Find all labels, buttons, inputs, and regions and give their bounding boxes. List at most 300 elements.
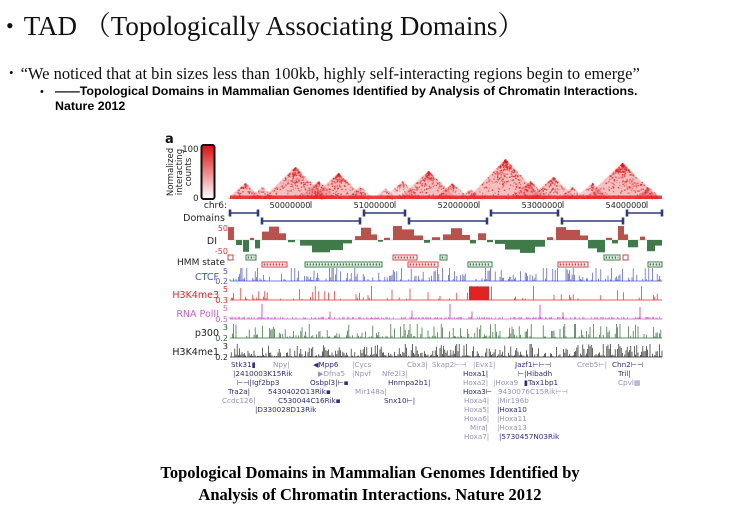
heatmap-speckle <box>492 174 493 175</box>
di-bar <box>262 232 269 240</box>
heatmap-speckle <box>330 184 331 185</box>
heatmap-speckle <box>619 170 620 171</box>
heatmap-speckle <box>437 183 438 184</box>
gene-label: |Mir196b <box>497 396 529 405</box>
heatmap-speckle <box>633 185 634 186</box>
heatmap-speckle <box>303 182 304 183</box>
heatmap-speckle <box>493 179 494 180</box>
heatmap-speckle <box>627 172 628 173</box>
heatmap-speckle <box>285 184 286 185</box>
heatmap-speckle <box>356 191 357 192</box>
heatmap-speckle <box>453 190 454 191</box>
gene-label: Hoxa4| <box>464 396 490 405</box>
heatmap-speckle <box>322 190 323 191</box>
heatmap-speckle <box>623 166 624 167</box>
heatmap-speckle <box>482 184 483 185</box>
di-bar <box>505 240 520 250</box>
heatmap-speckle <box>519 182 520 183</box>
heatmap-speckle <box>502 179 503 180</box>
heatmap-speckle <box>410 189 411 190</box>
heatmap-speckle <box>514 176 515 177</box>
heatmap-speckle <box>283 188 284 189</box>
heatmap-speckle <box>415 192 416 193</box>
h3k4me3-block <box>469 286 489 300</box>
heatmap-speckle <box>339 179 340 180</box>
heatmap-speckle <box>640 190 641 191</box>
heatmap-speckle <box>262 191 263 192</box>
heatmap-speckle <box>290 172 291 173</box>
heatmap-speckle <box>270 193 271 194</box>
heatmap-speckle <box>488 190 489 191</box>
heatmap-speckle <box>317 182 318 183</box>
heatmap-speckle <box>636 185 637 186</box>
heatmap-speckle <box>623 171 624 172</box>
heatmap-speckle <box>591 185 592 186</box>
track-label: DI <box>206 236 217 247</box>
heatmap-speckle <box>603 187 604 188</box>
heatmap-speckle <box>533 189 534 190</box>
heatmap-speckle <box>441 189 442 190</box>
heatmap-speckle <box>288 180 289 181</box>
heatmap-speckle <box>638 190 639 191</box>
heatmap-speckle <box>520 190 521 191</box>
heatmap-speckle <box>320 191 321 192</box>
track-label: 0.2 <box>215 353 228 362</box>
heatmap-speckle <box>414 194 415 195</box>
di-bar <box>250 238 254 240</box>
heatmap-speckle <box>518 183 519 184</box>
heatmap-speckle <box>249 188 250 189</box>
heatmap-speckle <box>437 190 438 191</box>
heatmap-speckle <box>317 192 318 193</box>
heatmap-speckle <box>550 180 551 181</box>
heatmap-speckle <box>498 166 499 167</box>
heatmap-speckle <box>532 191 533 192</box>
gene-label: |Evx1| <box>473 360 496 369</box>
heatmap-speckle <box>502 170 503 171</box>
heatmap-speckle <box>318 183 319 184</box>
heatmap-speckle <box>613 187 614 188</box>
heatmap-speckle <box>260 194 261 195</box>
heatmap-speckle <box>498 194 499 195</box>
heatmap-speckle <box>458 193 459 194</box>
heatmap-speckle <box>627 187 628 188</box>
heatmap-speckle <box>506 166 507 167</box>
heatmap-speckle <box>335 186 336 187</box>
heatmap-speckle <box>316 186 317 187</box>
heatmap-speckle <box>504 176 505 177</box>
heatmap-speckle <box>622 182 623 183</box>
heatmap-speckle <box>326 193 327 194</box>
heatmap-speckle <box>404 186 405 187</box>
heatmap-speckle <box>264 193 265 194</box>
track-label: 3 <box>222 342 228 351</box>
heatmap-speckle <box>496 181 497 182</box>
heatmap-speckle <box>439 184 440 185</box>
heatmap-speckle <box>399 191 400 192</box>
heatmap-speckle <box>588 188 589 189</box>
heatmap-speckle <box>240 193 241 194</box>
heatmap-speckle <box>596 189 597 190</box>
heatmap-speckle <box>619 182 620 183</box>
heatmap-speckle <box>434 184 435 185</box>
heatmap-speckle <box>504 173 505 174</box>
heatmap-speckle <box>621 178 622 179</box>
di-bar <box>478 233 486 240</box>
heatmap-speckle <box>307 190 308 191</box>
di-bar <box>414 236 423 241</box>
heatmap-speckle <box>611 188 612 189</box>
heatmap-speckle <box>363 192 364 193</box>
heatmap-speckle <box>501 166 502 167</box>
genome-tracks-svg <box>163 131 708 457</box>
heatmap-speckle <box>248 191 249 192</box>
heatmap-speckle <box>319 185 320 186</box>
heatmap-speckle <box>560 185 561 186</box>
di-bar <box>628 240 638 247</box>
heatmap-speckle <box>297 185 298 186</box>
heatmap-speckle <box>592 184 593 185</box>
heatmap-speckle <box>307 188 308 189</box>
heatmap-speckle <box>334 188 335 189</box>
domain-boundary-marker <box>359 218 362 225</box>
heatmap-speckle <box>439 194 440 195</box>
heatmap-speckle <box>450 187 451 188</box>
heatmap-speckle <box>632 173 633 174</box>
heatmap-speckle <box>644 193 645 194</box>
heatmap-speckle <box>557 188 558 189</box>
gene-label: Mir148a| <box>355 387 387 396</box>
heatmap-speckle <box>386 189 387 190</box>
di-bar <box>432 237 440 240</box>
heatmap-speckle <box>336 176 337 177</box>
heatmap-speckle <box>391 194 392 195</box>
heatmap-speckle <box>592 187 593 188</box>
heatmap-speckle <box>631 180 632 181</box>
domain-boundary-marker <box>486 218 489 225</box>
gene-label: Nfe2l3| <box>382 369 408 378</box>
heatmap-speckle <box>293 170 294 171</box>
heatmap-speckle <box>634 182 635 183</box>
heatmap-speckle <box>301 199 302 200</box>
heatmap-speckle <box>522 187 523 188</box>
heatmap-speckle <box>322 185 323 186</box>
heatmap-speckle <box>246 188 247 189</box>
heatmap-speckle <box>647 194 648 195</box>
heatmap-speckle <box>642 194 643 195</box>
heatmap-speckle <box>599 190 600 191</box>
heatmap-speckle <box>345 189 346 190</box>
heatmap-speckle <box>394 188 395 189</box>
heatmap-speckle <box>598 193 599 194</box>
track-label: 5 <box>222 304 228 313</box>
heatmap-speckle <box>624 183 625 184</box>
heatmap-speckle <box>432 183 433 184</box>
di-bar <box>451 228 462 240</box>
heatmap-speckle <box>391 193 392 194</box>
heatmap-speckle <box>399 187 400 188</box>
heatmap-speckle <box>383 191 384 192</box>
heatmap-speckle <box>348 193 349 194</box>
heatmap-speckle <box>514 172 515 173</box>
heatmap-speckle <box>633 190 634 191</box>
heatmap-speckle <box>609 178 610 179</box>
heatmap-speckle <box>507 194 508 195</box>
heatmap-speckle <box>241 188 242 189</box>
heatmap-speckle <box>336 185 337 186</box>
heatmap-speckle <box>624 166 625 167</box>
heatmap-speckle <box>535 190 536 191</box>
heatmap-speckle <box>312 188 313 189</box>
heatmap-speckle <box>405 184 406 185</box>
gene-label: |D330028D13Rik <box>255 405 317 414</box>
heatmap-speckle <box>349 184 350 185</box>
heatmap-speckle <box>645 191 646 192</box>
di-bar <box>624 234 628 240</box>
heatmap-speckle <box>515 178 516 179</box>
heatmap-speckle <box>443 188 444 189</box>
heatmap-speckle <box>298 180 299 181</box>
heatmap-speckle <box>470 189 471 190</box>
gene-label: Npy| <box>273 360 290 369</box>
heatmap-speckle <box>322 194 323 195</box>
heatmap-speckle <box>497 177 498 178</box>
heatmap-speckle <box>424 189 425 190</box>
heatmap-speckle <box>421 185 422 186</box>
heatmap-speckle <box>554 182 555 183</box>
heatmap-speckle <box>500 172 501 173</box>
heatmap-base-strip <box>230 196 662 200</box>
heatmap-speckle <box>422 179 423 180</box>
heatmap-speckle <box>557 193 558 194</box>
heatmap-speckle <box>630 174 631 175</box>
heatmap-speckle <box>445 190 446 191</box>
heatmap-speckle <box>554 191 555 192</box>
track-label: 50 <box>217 224 228 233</box>
heatmap-speckle <box>557 181 558 182</box>
heatmap-speckle <box>545 192 546 193</box>
heatmap-speckle <box>255 192 256 193</box>
di-bar <box>580 236 588 241</box>
heatmap-speckle <box>479 191 480 192</box>
heatmap-speckle <box>300 176 301 177</box>
heatmap-speckle <box>498 191 499 192</box>
heatmap-speckle <box>295 188 296 189</box>
domain-boundary-marker <box>363 210 366 217</box>
heatmap-speckle <box>294 180 295 181</box>
heatmap-speckle <box>261 190 262 191</box>
gene-label: Hoxa2| <box>463 378 489 387</box>
gene-label: Cpvl▦ <box>618 378 641 387</box>
heatmap-speckle <box>263 188 264 189</box>
di-bar <box>243 240 249 252</box>
heatmap-speckle <box>507 163 508 164</box>
di-bar <box>228 227 234 240</box>
heatmap-speckle <box>303 178 304 179</box>
panel-a-label: a <box>165 132 174 147</box>
gene-label: |Npvf <box>352 369 372 378</box>
heatmap-speckle <box>514 182 515 183</box>
gene-label: |Hoxa13 <box>497 423 527 432</box>
gene-label: Hoxa3⊢ <box>463 387 493 396</box>
heatmap-speckle <box>359 188 360 189</box>
heatmap-speckle <box>428 188 429 189</box>
heatmap-speckle <box>452 185 453 186</box>
heatmap-speckle <box>484 187 485 188</box>
heatmap-speckle <box>317 188 318 189</box>
heatmap-speckle <box>491 181 492 182</box>
heatmap-speckle <box>413 191 414 192</box>
heatmap-speckle <box>439 182 440 183</box>
heatmap-speckle <box>602 193 603 194</box>
heatmap-speckle <box>325 188 326 189</box>
heatmap-speckle <box>242 191 243 192</box>
heatmap-speckle <box>446 194 447 195</box>
heatmap-speckle <box>556 190 557 191</box>
heatmap-speckle <box>308 193 309 194</box>
domain-boundary-marker <box>408 218 411 225</box>
quote-text: “We noticed that at bin sizes less than 100kb, highly self-interacting regions begin to emerge” <box>20 64 640 83</box>
heatmap-speckle <box>339 176 340 177</box>
track-label: -50 <box>214 247 228 256</box>
heatmap-speckle <box>262 189 263 190</box>
title-text: TAD （Topologically Associating Domains） <box>23 11 525 41</box>
ctcf-track <box>230 268 661 281</box>
heatmap-speckle <box>398 185 399 186</box>
heatmap-speckle <box>238 193 239 194</box>
heatmap-speckle <box>636 187 637 188</box>
heatmap-speckle <box>642 182 643 183</box>
heatmap-speckle <box>416 183 417 184</box>
hmm-state-block <box>440 255 447 260</box>
heatmap-speckle <box>624 174 625 175</box>
heatmap-speckle <box>561 188 562 189</box>
caption-line2: Analysis of Chromatin Interactions. Nature 2012 <box>198 484 542 504</box>
track-label: 0.2 <box>215 334 228 343</box>
di-bar <box>371 234 377 240</box>
heatmap-speckle <box>508 168 509 169</box>
heatmap-speckle <box>364 190 365 191</box>
heatmap-speckle <box>526 190 527 191</box>
heatmap-speckle <box>363 194 364 195</box>
heatmap-speckle <box>312 190 313 191</box>
heatmap-speckle <box>420 192 421 193</box>
heatmap-speckle <box>293 189 294 190</box>
heatmap-speckle <box>533 190 534 191</box>
heatmap-speckle <box>289 183 290 184</box>
heatmap-speckle <box>415 185 416 186</box>
heatmap-speckle <box>488 177 489 178</box>
heatmap-speckle <box>340 178 341 179</box>
heatmap-speckle <box>527 184 528 185</box>
heatmap-speckle <box>570 194 571 195</box>
heatmap-speckle <box>283 183 284 184</box>
heatmap-speckle <box>424 185 425 186</box>
heatmap-speckle <box>490 180 491 181</box>
heatmap-speckle <box>608 187 609 188</box>
heatmap-speckle <box>576 193 577 194</box>
heatmap-speckle <box>338 193 339 194</box>
gene-label: Snx10⊢| <box>384 396 416 405</box>
heatmap-speckle <box>301 189 302 190</box>
heatmap-speckle <box>509 188 510 189</box>
heatmap-speckle <box>560 194 561 195</box>
heatmap-speckle <box>293 182 294 183</box>
heatmap-speckle <box>468 192 469 193</box>
heatmap-speckle <box>614 184 615 185</box>
heatmap-speckle <box>501 173 502 174</box>
heatmap-speckle <box>504 182 505 183</box>
heatmap-speckle <box>361 194 362 195</box>
hmm-state-block <box>228 255 233 260</box>
heatmap-speckle <box>575 190 576 191</box>
heatmap-speckle <box>276 187 277 188</box>
heatmap-speckle <box>509 166 510 167</box>
heatmap-speckle <box>553 192 554 193</box>
heatmap-speckle <box>437 180 438 181</box>
heatmap-speckle <box>625 173 626 174</box>
gene-label: Hoxa5| <box>464 405 490 414</box>
gene-label: |2410003K15Rik <box>233 369 293 378</box>
heatmap-speckle <box>314 190 315 191</box>
heatmap-speckle <box>300 180 301 181</box>
heatmap-speckle <box>332 180 333 181</box>
heatmap-speckle <box>502 187 503 188</box>
heatmap-speckle <box>355 194 356 195</box>
heatmap-speckle <box>618 177 619 178</box>
heatmap-speckle <box>437 191 438 192</box>
heatmap-speckle <box>501 180 502 181</box>
heatmap-speckle <box>524 192 525 193</box>
di-bar <box>618 226 624 240</box>
heatmap-speckle <box>482 199 483 200</box>
heatmap-speckle <box>543 190 544 191</box>
domain-boundary-marker <box>257 210 260 217</box>
heatmap-speckle <box>330 189 331 190</box>
heatmap-speckle <box>486 182 487 183</box>
heatmap-speckle <box>539 191 540 192</box>
heatmap-speckle <box>409 190 410 191</box>
heatmap-speckle <box>595 194 596 195</box>
heatmap-speckle <box>600 188 601 189</box>
heatmap-speckle <box>612 174 613 175</box>
heatmap-speckle <box>542 188 543 189</box>
chrom-tick-label: 54000000 <box>605 201 647 210</box>
heatmap-speckle <box>555 188 556 189</box>
di-bar <box>520 240 535 253</box>
heatmap-speckle <box>289 174 290 175</box>
heatmap-speckle <box>397 187 398 188</box>
heatmap-speckle <box>342 178 343 179</box>
track-label: 3 <box>222 323 228 332</box>
di-bar <box>547 237 553 240</box>
heatmap-speckle <box>328 184 329 185</box>
heatmap-speckle <box>471 193 472 194</box>
heatmap-speckle <box>520 175 521 176</box>
gene-label: Tril| <box>618 369 631 378</box>
heatmap-speckle <box>544 189 545 190</box>
heatmap-speckle <box>548 193 549 194</box>
heatmap-speckle <box>416 189 417 190</box>
heatmap-speckle <box>637 190 638 191</box>
page-title <box>6 4 524 43</box>
heatmap-speckle <box>253 193 254 194</box>
heatmap-speckle <box>303 176 304 177</box>
heatmap-speckle <box>424 180 425 181</box>
heatmap-speckle <box>486 187 487 188</box>
heatmap-speckle <box>494 171 495 172</box>
heatmap-speckle <box>461 193 462 194</box>
